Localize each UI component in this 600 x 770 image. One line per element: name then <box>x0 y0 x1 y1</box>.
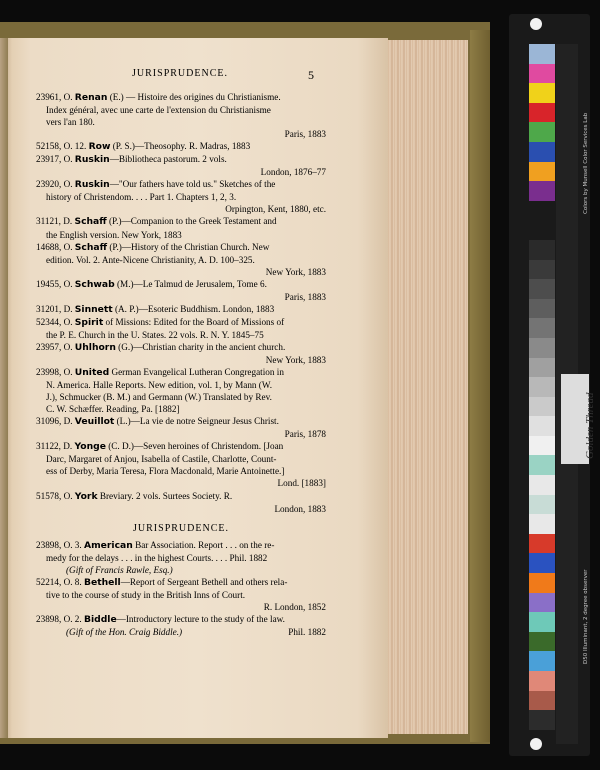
entry-author: United <box>74 367 110 379</box>
entry-text: (M.)—Le Talmud de Jerusalem, Tome 6. <box>114 278 267 289</box>
color-swatch <box>529 455 555 475</box>
entry-line: vers l'an 180. <box>46 117 95 128</box>
catalog-entry <box>36 341 326 366</box>
color-swatch <box>529 142 555 162</box>
color-swatch <box>529 220 555 240</box>
entry-place-date: Paris, 1883 <box>284 291 326 302</box>
entry-text: —Introductory lecture to the study of the law. <box>116 613 285 624</box>
entry-text: (G.)—Christian charity in the ancient church. <box>115 341 286 352</box>
target-hole-bottom <box>530 738 542 750</box>
entry-text: (A. P.)—Esoteric Buddhism. London, 1883 <box>112 303 275 314</box>
catalog-entry <box>36 91 326 140</box>
entry-place-date: London, 1883 <box>274 503 326 514</box>
target-brand: Colors by Munsell Color Services Lab <box>583 112 589 214</box>
catalog-entry <box>36 415 326 440</box>
page-fore-edge <box>388 40 468 734</box>
entry-id: 23898, O. 3. <box>36 539 84 550</box>
entry-line <box>36 366 326 379</box>
catalog-entry <box>36 440 326 489</box>
entry-id: 23957, O. <box>36 341 75 352</box>
catalog-entry <box>36 490 326 515</box>
color-swatch <box>529 671 555 691</box>
entry-line <box>36 440 326 453</box>
entry-line: medy for the delays . . . in the highest Courts. . . . Phil. 1882 <box>46 552 268 563</box>
entry-text: (P. S.)—Theosophy. R. Madras, 1883 <box>110 141 251 152</box>
color-swatch-strip <box>529 44 555 730</box>
color-swatch <box>529 279 555 299</box>
catalog-entry <box>36 576 326 613</box>
catalog-entry <box>36 140 326 153</box>
entry-line <box>36 613 326 626</box>
color-swatch <box>529 632 555 652</box>
color-swatch <box>529 44 555 64</box>
thread-text: Golden Thread <box>584 392 596 459</box>
entry-id: 31122, D. <box>36 441 75 452</box>
entry-text: (E.) — Histoire des origines du Christianisme. <box>107 92 281 102</box>
entry-line <box>36 278 326 291</box>
entry-place-date: London, 1876–77 <box>260 167 326 178</box>
entry-line <box>36 316 326 329</box>
section-title: JURISPRUDENCE. <box>133 522 229 534</box>
color-swatch <box>529 593 555 613</box>
entry-gift: (Gift of the Hon. Craig Biddle.) <box>66 626 183 637</box>
catalog-entry <box>36 303 326 316</box>
entry-author: Sinnett <box>74 303 113 315</box>
catalog-entry <box>36 613 326 638</box>
entry-id: 52158, O. 12. <box>36 141 89 152</box>
entry-line: history of Christendom. . . . Part 1. Chapters 1, 2, 3. <box>46 192 237 203</box>
entry-author: York <box>74 490 98 502</box>
entry-author: American <box>83 539 133 551</box>
entry-author: Schaff <box>74 241 108 253</box>
entry-author: Bethell <box>83 576 121 588</box>
catalog-entry <box>36 366 326 415</box>
entry-place-date: Lond. [1883] <box>277 478 326 489</box>
entry-id: 31096, D. <box>36 416 75 427</box>
entry-id: 23917, O. <box>36 154 75 165</box>
color-swatch <box>529 573 555 593</box>
entry-author: Schwab <box>74 278 115 290</box>
catalog-entry <box>36 278 326 303</box>
color-swatch <box>529 83 555 103</box>
entry-line <box>36 140 326 153</box>
color-swatch <box>529 534 555 554</box>
color-swatch <box>529 122 555 142</box>
color-swatch <box>529 495 555 515</box>
color-swatch <box>529 358 555 378</box>
entry-line <box>36 576 326 589</box>
entry-id: 23898, O. 2. <box>36 613 84 624</box>
catalog-entry <box>36 215 326 240</box>
entry-id: 23961, O. <box>36 92 75 102</box>
catalog-entry <box>36 178 326 215</box>
entry-place-date: Paris, 1883 <box>284 129 326 140</box>
entry-author: Veuillot <box>74 416 115 428</box>
color-swatch <box>529 201 555 221</box>
color-swatch <box>529 475 555 495</box>
catalog-entry <box>36 241 326 278</box>
color-swatch <box>529 338 555 358</box>
color-swatch <box>529 553 555 573</box>
target-hole-top <box>530 18 542 30</box>
color-swatch <box>529 377 555 397</box>
color-swatch <box>529 612 555 632</box>
entry-line: Index général, avec une carte de l'extension du Christianisme <box>46 105 271 116</box>
running-head: JURISPRUDENCE. <box>132 68 228 79</box>
entry-line <box>36 178 326 191</box>
entry-text: German Evangelical Lutheran Congregation in <box>109 367 284 378</box>
entry-line: C. W. Schæffer. Reading, Pa. [1882] <box>46 404 180 415</box>
entry-line: ess of Derby, Maria Teresa, Flora Macdonald, Marie Antoinette.] <box>46 466 285 477</box>
entry-line: the P. E. Church in the U. States. 22 vols. R. N. Y. 1845–75 <box>46 329 264 340</box>
target-caption: D50 Illuminant, 2 degree observer <box>583 569 589 664</box>
entry-line: Darc, Margaret of Anjou, Isabella of Castile, Charlotte, Count- <box>46 454 277 465</box>
entry-place-date: R. London, 1852 <box>263 601 326 612</box>
entry-author: Yonge <box>74 441 106 453</box>
color-swatch <box>529 64 555 84</box>
color-swatch <box>529 240 555 260</box>
entry-place-date: New York, 1883 <box>265 266 326 277</box>
entry-id: 51578, O. <box>36 490 75 501</box>
entry-gift-line <box>36 564 326 576</box>
entry-line <box>36 341 326 354</box>
entry-line <box>36 153 326 166</box>
entry-id: 31121, D. <box>36 216 75 227</box>
catalog-entries <box>36 91 326 638</box>
entry-gift-line <box>36 626 326 638</box>
color-swatch <box>529 103 555 123</box>
color-swatch <box>529 397 555 417</box>
entry-id: 19455, O. <box>36 278 75 289</box>
entry-text: of Missions: Edited for the Board of Missions of <box>103 316 285 327</box>
entry-author: Schaff <box>74 216 107 228</box>
color-swatch <box>529 162 555 182</box>
entry-gift: (Gift of Francis Rawle, Esq.) <box>66 564 173 575</box>
entry-id: 52214, O. 8. <box>36 576 84 587</box>
entry-place-date: Phil. 1882 <box>288 626 326 637</box>
entry-line <box>36 415 326 428</box>
entry-line <box>36 539 326 552</box>
entry-line: J.), Schmucker (B. M.) and Germann (W.) Translated by Rev. <box>46 392 272 403</box>
entry-line <box>36 215 326 228</box>
color-swatch <box>529 691 555 711</box>
entry-id: 31201, D. <box>36 303 75 314</box>
entry-line <box>36 303 326 316</box>
color-swatch <box>529 514 555 534</box>
catalog-entry <box>36 539 326 576</box>
entry-author: Biddle <box>83 613 117 625</box>
page-number: 5 <box>308 68 314 82</box>
color-swatch <box>529 436 555 456</box>
color-swatch <box>529 416 555 436</box>
color-swatch <box>529 181 555 201</box>
entry-text: Breviary. 2 vols. Surtees Society. R. <box>97 490 233 501</box>
book-cover-edge <box>470 30 490 742</box>
color-swatch <box>529 318 555 338</box>
entry-text: Bar Association. Report . . . on the re- <box>132 539 275 550</box>
entry-text: —Report of Sergeant Bethell and others rela- <box>120 576 288 587</box>
entry-id: 23920, O. <box>36 179 75 190</box>
entry-text: (C. D.)—Seven heroines of Christendom. [Joan <box>105 441 284 452</box>
entry-author: Ruskin <box>74 179 110 191</box>
entry-line: edition. Vol. 2. Ante-Nicene Christianity, A. D. 100–325. <box>46 254 255 265</box>
entry-author: Ruskin <box>74 154 110 166</box>
color-swatch <box>529 260 555 280</box>
color-swatch <box>529 710 555 730</box>
color-calibration-target <box>509 14 596 756</box>
entry-id: 14688, O. <box>36 241 75 252</box>
entry-place-date: New York, 1883 <box>265 354 326 365</box>
entry-line: N. America. Halle Reports. New edition, vol. 1, by Mann (W. <box>46 380 272 391</box>
entry-line <box>36 241 326 254</box>
entry-text: —"Our fathers have told us." Sketches of the <box>109 179 276 190</box>
entry-text: (P.)—History of the Christian Church. New <box>107 241 270 252</box>
page-gutter <box>0 38 12 738</box>
entry-author: Uhlhorn <box>74 341 116 353</box>
entry-line <box>36 490 326 503</box>
entry-line <box>36 91 326 104</box>
entry-author: Spirit <box>74 316 104 328</box>
entry-id: 52344, O. <box>36 316 75 327</box>
entry-author: Renan <box>74 92 108 103</box>
color-swatch <box>529 651 555 671</box>
entry-text: (P.)—Companion to the Greek Testament and <box>106 216 277 227</box>
entry-place-date: Orpington, Kent, 1880, etc. <box>225 204 326 215</box>
entry-line: tive to the course of study in the British Inns of Court. <box>46 589 246 600</box>
entry-text: (L.)—La vie de notre Seigneur Jesus Christ. <box>114 416 279 427</box>
entry-place-date: Paris, 1878 <box>284 429 326 440</box>
entry-line: the English version. New York, 1883 <box>46 229 182 240</box>
entry-id: 23998, O. <box>36 367 75 378</box>
catalog-entry <box>36 316 326 341</box>
catalog-entry <box>36 153 326 178</box>
entry-author: Row <box>88 141 111 153</box>
entry-text: —Bibliotheca pastorum. 2 vols. <box>109 154 227 165</box>
color-swatch <box>529 299 555 319</box>
